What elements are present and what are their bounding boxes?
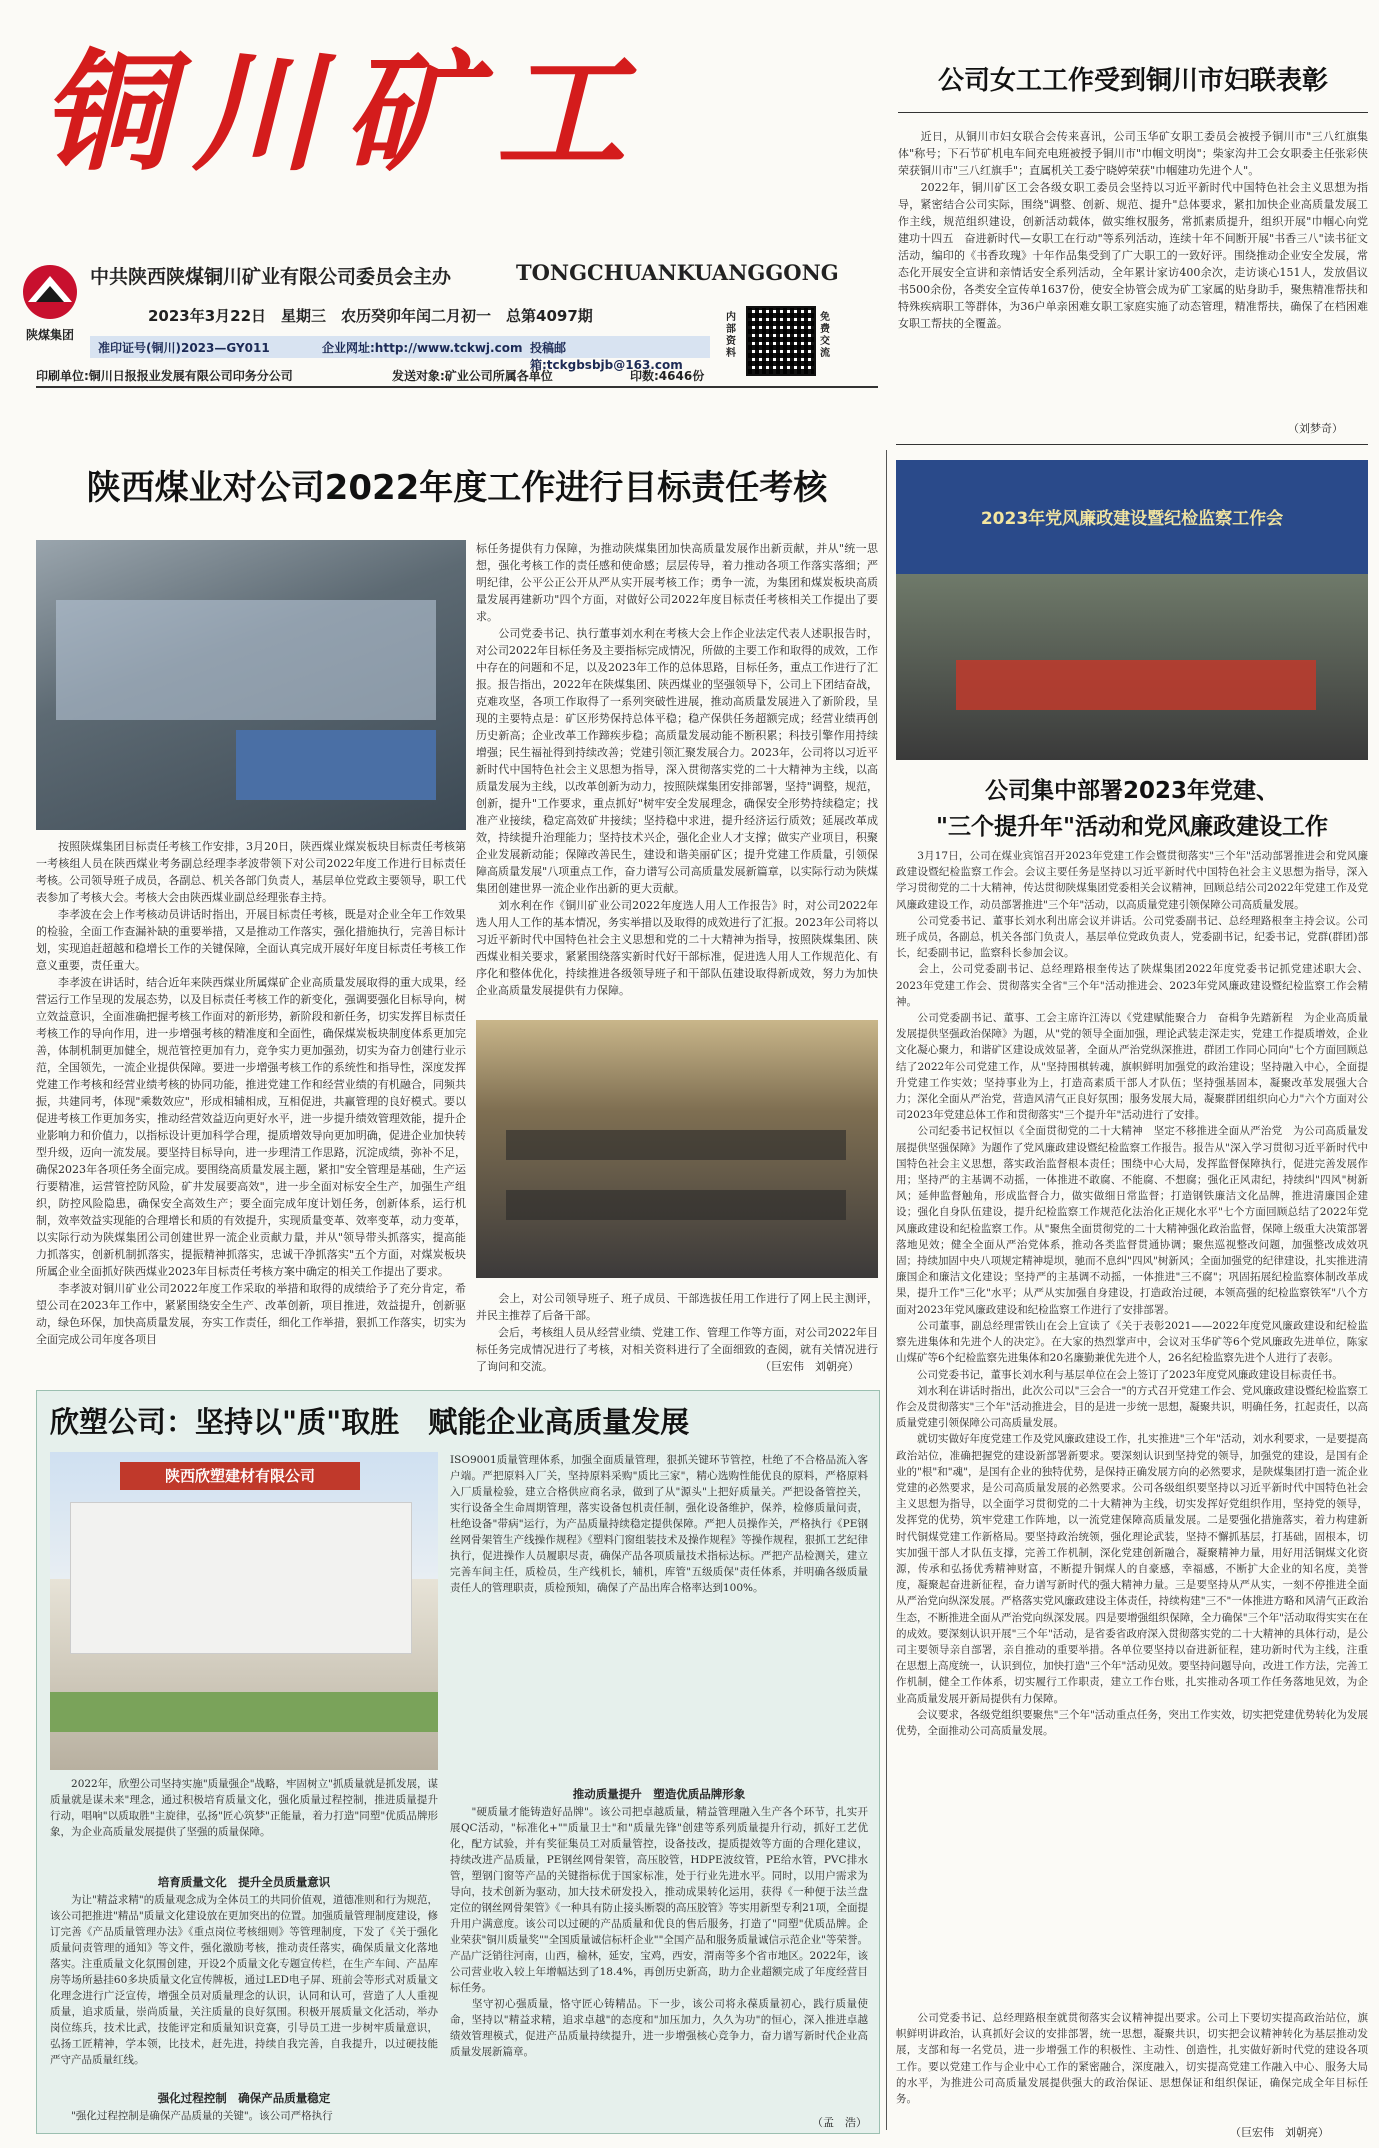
xinsu-col2-body: ISO9001质量管理体系，加强全面质量管理，狠抓关键环节管控，杜绝了不合格品流入客户端。严把原料入厂关，坚持原料采购"质比三家"，精心选购性能优良的原料，严格原料入厂质量检验，建立合格供应商名录，做到了从"源头"上把好质量关。严把设备管控关，实行设备全生命周期管理，落实设备包机责任制，强化设备维护，保养，检修质量问责，杜绝设备"带病"运行，为产品质量持续稳定提供保障。严把人员操作关，严格执行《PE钢丝网骨架管生产线操作规程》《塑料门窗组装技术及操作规程》等操作规程，狠抓工艺纪律执行，促进操作人员履职尽责，确保产品各项质量技术指标达标。严把产品检测关，建立完善车间主任，质检员，生产线机长，辅机，库管"五级质保"责任体系，并明确各级质量责任人的管理职责，质检预知，确保了产品出库合格率达到100%。 <box>450 1454 868 1594</box>
party-title-line-2: "三个提升年"活动和党风廉政建设工作 <box>936 814 1328 840</box>
printer-unit: 印刷单位:铜川日报报业发展有限公司印务分公司 <box>36 369 293 383</box>
submission-email[interactable]: 投稿邮箱:tckgbsbjb@163.com <box>530 341 683 372</box>
masthead-pinyin: TONGCHUANKUANGGONG <box>516 260 839 285</box>
women-article-body: 近日，从铜川市妇女联合会传来喜讯，公司玉华矿女职工委员会被授予铜川市"三八红旗集体"称号；下石节矿机电车间充电班被授予铜川市"巾帼文明岗"；柴家沟井工会女职委主任张彩侠荣获铜川市"三八红旗手"；直属机关工委宁晓婷荣获"巾帼建功先进个人"。 2022年，铜川矿区工会各级女职工委员会坚持以习近平新时代中国特色社会主义思想为指导，紧密结合公司实际，围绕"调整、创新、规范、提升"总体要求，紧扣加快企业高质量发展工作主线，规范组织建设，创新活动载体，做实维权服务，常抓素质提升，组织开展"巾帼心向党 建功十四五 奋进新时代—女职工在行动"等系列活动，连续十年不间断开展"书香三八"读书征文活动，编印的《书香玫瑰》十年作品集受到了广大职工的一致好评。围绕推动企业安全发展，常态化开展安全宣讲和亲情话安全系列活动，全年累计家访400余次，走访谈心151人，发放倡议书500余份，各类安全宣传单1637份，使安全协管会成为矿工家属的贴身助手，聚焦精准帮扶和特殊疾病职工等群体，为36户单亲困难女职工家庭实施了动态管理，精准帮扶，确保了在档困难女职工帮扶的全覆盖。 <box>898 130 1368 330</box>
sponsor-line: 中共陕西陕煤铜川矿业有限公司委员会主办 <box>90 266 452 288</box>
xinsu-heading-2: 强化过程控制 确保产品质量稳定 <box>157 2091 331 2105</box>
xinsu-col2-end: "硬质量才能铸造好品牌"。该公司把卓越质量，精益管理融入生产各个环节，扎实开展QC活动，"标准化+""质量卫士"和"质量先锋"创建等系列质量提升行动，抓好工艺优化，配方试验，并有奖征集员工对质量管控，设备技改，提质提效等方面的合理化建议，持续改进产品质量，PE钢丝网骨架管，高压胶管，HDPE波纹管，PE给水管，PVC排水管，塑钢门窗等产品的关键指标优于国家标准，处于行业先进水平。同时，以用户需求为导向，技术创新为驱动，加大技术研发投入，推动成果转化运用，获得《一种便于法兰盘定位的钢丝网骨架管》《一种具有防止接头断裂的高压胶管》等实用新型专利21项，全面提升用户满意度。该公司以过硬的产品质量和优良的售后服务，打造了"同塑"优质品牌。企业荣获"铜川质量奖""全国质量诚信标杆企业""全国产品和服务质量诚信示范企业"等荣誉。产品广泛销往河南，山西，榆林，延安，宝鸡，西安，渭南等多个省市地区。2022年，该公司营业收入较上年增幅达到了18.4%，再创历史新高，助力企业超额完成了年度经营目标任务。 坚守初心强质量，恪守匠心铸精品。下一步，该公司将永葆质量初心，践行质量使命，坚持以"精益求精，追求卓越"的态度和"加压加力，久久为功"的恒心，深入推进卓越绩效管理模式，促进产品质量持续提升，进一步增强核心竞争力，奋力谱写新时代企业高质量发展新篇章。 <box>450 1806 868 2058</box>
info-bar <box>90 336 710 372</box>
masthead-rule <box>36 386 878 388</box>
print-count: 印数:4646份 <box>630 369 705 383</box>
party-title-line-1: 公司集中部署2023年党建、 <box>984 778 1279 804</box>
internal-material-label: 内部资料 <box>726 312 736 359</box>
women-article-author: （刘梦奇） <box>1288 422 1343 435</box>
party-article-body: 3月17日，公司在煤业宾馆召开2023年党建工作会暨贯彻落实"三个年"活动部署推进会和党风廉政建设暨纪检监察工作会。会议主要任务是坚持以习近平新时代中国特色社会主义思想为指导，深入学习贯彻党的二十大精神，传达贯彻陕煤集团党委相关会议精神，回顾总结公司2022年党建工作及党风廉政建设工作，动员部署推进"三个年"活动，以高质量党建引领保障公司高质量发展。 公司党委书记、董事长刘水利出席会议并讲话。公司党委副书记、总经理路根奎主持会议。公司班子成员，各副总，机关各部门负责人，基层单位党政负责人，党委副书记，纪委书记，党群(群团)部长，纪委副书记，监察科长参加会议。 会上，公司党委副书记、总经理路根奎传达了陕煤集团2022年度党委书记抓党建述职大会、2023年党建工作会、贯彻落实全省"三个年"活动推进会、2023年党风廉政建设暨纪检监察工作会精神。 公司党委副书记、董事、工会主席许江涛以《党建赋能聚合力 奋楫争先踏新程 为企业高质量发展提供坚强政治保障》为题，从"党的领导全面加强，理论武装走深走实，党建工作提质增效，企业文化凝心聚力，和谐矿区建设成效显著，全面从严治党纵深推进，群团工作同心同向"七个方面回顾总结了2022年公司党建工作，从"坚持围棋转魂，旗帜鲜明加强党的政治建设；坚持融入中心，全面提升党建工作实效；坚持事业为上，打造高素质干部人才队伍；坚持强基固本，凝聚改革发展强大合力；深化全面从严治党，营造风清气正良好氛围；服务发展大局，凝聚群团组织向心力"六个方面对公司2023年党建总体工作和贯彻落实"三个提升年"活动进行了安排。 公司纪委书记权恒以《全面贯彻党的二十大精神 坚定不移推进全面从严治党 为公司高质量发展提供坚强保障》为题作了党风廉政建设暨纪检监察工作报告。报告从"深入学习贯彻习近平新时代中国特色社会主义思想，落实政治监督根本责任；围绕中心大局，发挥监督保障执行，促进完善发展作用；坚持严的主基调不动摇，一体推进不敢腐、不能腐、不想腐；强化正风肃纪，持续纠"四风"树新风；延伸监督触角，形成监督合力，做实做细日常监督；打造钢铁廉洁文化品牌，推进清廉国企建设；强化自身队伍建设，提升纪检监察工作规范化法治化正规化水平"七个方面回顾总结了2022年党风廉政建设和纪检监察工作。从"聚焦全面贯彻党的二十大精神强化政治监督，保障上级重大决策部署落地见效；健全全面从严治党体系，推动各类监督贯通协调；聚焦巡视整改问题，加强整改成效巩固；持续加固中央八项规定精神堤坝，驰而不息纠"四风"树新风；全面加强党的纪律建设，扎实推进清廉国企和廉洁文化建设；坚持严的主基调不动摇，一体推进"三不腐"；巩固拓展纪检监察体制改革成果，提升工作"三化"水平；从严从实加强自身建设，打造政治过硬，本领高强的纪检监察铁军"八个方面对2023年党风廉政建设和纪检监察工作进行了安排部署。 公司董事，副总经理雷铁山在会上宣读了《关于表彰2021——2022年度党风廉政建设和纪检监察先进集体和先进个人的决定》。在大家的热烈掌声中，会议对玉华矿等6个党风廉政先进单位，陈家山煤矿等6个纪检监察先进集体和20名廉勤兼优先进个人，26名纪检监察先进个人进行了表彰。 公司党委书记，董事长刘水利与基层单位在会上签订了2023年度党风廉政建设目标责任书。 刘水利在讲话时指出，此次公司以"三会合一"的方式召开党建工作会、党风廉政建设暨纪检监察工作会及贯彻落实"三个年"活动推进会，目的是进一步统一思想，凝聚共识，明确任务，扛起责任，以高质量党建引领保障公司高质量发展。 就切实做好年度党建工作及党风廉政建设工作，扎实推进"三个年"活动，刘水利要求，一是要提高政治站位，准确把握党的建设新部署新要求。要深刻认识到坚持党的领导，加强党的建设，是国有企业的"根"和"魂"，是国有企业的独特优势，是保持正确发展方向的必然要求，是陕煤集团打造一流企业党建的必然要求，是公司高质量发展的必然要求。公司各级组织要坚持以习近平新时代中国特色社会主义思想为指导，以全面学习贯彻党的二十大精神为主线，切实发挥好党组织作用，坚持党的领导，发挥党的优势，筑牢党建工作阵地，以一流党建保障高质量发展。二是要强化措施落实，着力构建新时代铜煤党建工作新格局。要坚持政治统领，强化理论武装，坚持不懈抓基层，打基础，固根本，切实加强干部人才队伍支撑，完善工作机制，深化党建创新融合，凝聚精神力量，用好用活铜煤文化资源，传承和弘扬优秀精神财富，不断提升铜煤人的自豪感，幸福感，不断扩大企业的知名度，美誉度，凝聚起奋进新征程，奋力谱写新时代的强大精神力量。三是要坚持从严从实，一刻不停推进全面从严治党向纵深发展。严格落实党风廉政建设主体责任，持续构建"三不"一体推进方略和风清气正政治生态，不断推进全面从严治党向纵深发展。四是要增强组织保障，全力确保"三个年"活动取得实实在在的成效。要深刻认识开展"三个年"活动，是省委省政府深入贯彻落实党的二十大精神的具体行动，是公司主要领导亲自部署，亲自推动的重要举措。各单位要坚持以奋进新征程，建功新时代为主线，注重在思想上高度统一，认识到位，加快打造"三个年"活动见效。要坚持问题导向，改进工作方法，完善工作机制，健全工作体系，切实履行工作职责，建立工作台账，扎实推动各项工作任务落地见效，为企业高质量发展开新局提供有力保障。 会议要求，各级党组织要聚焦"三个年"活动重点任务，突出工作实效，切实把党建优势转化为发展优势，全面推动公司高质量发展。 <box>896 850 1368 1737</box>
xinsu-article-photo <box>50 1452 438 1770</box>
party-article-author: （巨宏伟 刘朝亮） <box>1230 2126 1329 2139</box>
main-article-col2-end: 会上，对公司领导班子、班子成员、干部选拔任用工作进行了网上民主测评，并民主推荐了后备干部。 会后，考核组人员从经营业绩、党建工作、管理工作等方面，对公司2022年目标任务完成情况进行了考核，对相关资料进行了全面细致的查阅，就有关情况进行了询问和交流。 <box>476 1292 878 1373</box>
xinsu-article-author: （孟 浩） <box>812 2116 867 2129</box>
xinsu-article-title: 欣塑公司：坚持以"质"取胜 赋能企业高质量发展 <box>50 1405 690 1439</box>
free-exchange-label: 免费交流 <box>820 312 830 359</box>
women-title-rule <box>898 112 1368 113</box>
group-logo-text: 陕煤集团 <box>25 328 74 342</box>
date-issue-line: 2023年3月22日 星期三 农历癸卯年闰二月初一 总第4097期 <box>148 307 593 325</box>
distribution-target: 发送对象:矿业公司所属各单位 <box>392 369 553 383</box>
column-divider <box>886 450 887 2130</box>
xinsu-col1-intro: 2022年，欣塑公司坚持实施"质量强企"战略，牢固树立"抓质量就是抓发展，谋质量就是谋未来"理念，通过积极培育质量文化，强化质量过程控制，推进质量提升行动，唱响"以质取胜"主旋律，弘扬"匠心筑梦"正能量，着力打造"同塑"优质品牌形象，为企业高质量发展提供了坚强的质量保障。 <box>50 1778 438 1838</box>
photo-banner-text: 2023年党风廉政建设暨纪检监察工作会 <box>980 509 1284 529</box>
permit-number: 准印证号(铜川)2023—GY011 <box>98 341 270 355</box>
party-article-body-2: 公司党委书记、总经理路根奎就贯彻落实会议精神提出要求。公司上下要切实提高政治站位，旗帜鲜明讲政治，认真抓好会议的安排部署，统一思想，凝聚共识，切实把会议精神转化为基层推动发展，支部和每一名党员，进一步增强工作的积极性、主动性、创造性，扎实做好新时代党的建设各项工作。要以党建工作与企业中心工作的紧密融合，深度融入，切实提高党建工作融入中心、服务大局的水平，为推进公司高质量发展提供强大的政治保证、思想保证和组织保证，确保完成全年目标任务。 <box>896 2012 1368 2106</box>
main-article-col1: 按照陕煤集团目标责任考核工作安排，3月20日，陕西煤业煤炭板块目标责任考核第一考核组人员在陕西煤业考务副总经理李孝波带领下对公司2022年度工作进行目标责任考核。公司领导班子成员，各副总、机关各部门负责人，基层单位党政主要领导，职工代表参加了考核大会。考核大会由陕西煤业副总经理张春主持。 李孝波在会上作考核动员讲话时指出，开展目标责任考核，既是对企业全年工作效果的检验，全面工作查漏补缺的重要举措，又是推动工作落实，强化措施执行，完善目标计划，实现追赶超越和稳增长工作的关键保障，全面认真完成开展好年度目标责任考核工作意义重要，责任重大。 李孝波在讲话时，结合近年来陕西煤业所属煤矿企业高质量发展取得的重大成果，经营运行工作呈现的发展态势，以及目标责任考核工作的新变化，强调要强化目标导向，树立效益意识，全面准确把握考核工作面对的新形势，新阶段和新任务，切实发挥目标责任考核工作的导向作用，进一步增强考核的精准度和全面性，确保煤炭板块制度体系更加完善，体制机制更加健全，规范管控更加有力，竞争实力更加强劲，切实为奋力创建行业示范，全国领先，一流企业提供保障。要进一步增强考核工作的系统性和指导性，深度发挥党建工作考核和经营业绩考核的协同功能，推进党建工作和经营业绩的有机融合，同频共振，共建同考，体现"乘数效应"，形成相辅相成，互相促进，共赢管理的良好模式。要以促进考核工作更加务实，推动经营效益迈向更好水平，进一步提升绩效管理效能，提升企业影响力和价值力，以指标设计更加科学合理，提质增效导向更加明确，促进企业加快转型升级，迈向一流发展。要坚持目标导向，进一步理清工作思路，沉淀成绩，弥补不足，确保2023年各项任务全面完成。要围绕高质量发展主题，紧扣"安全管理是基础，生产运行要精准，运营管控防风险，矿井发展要高效"，进一步全面对标安全生产，加强生产组织，防控风险隐患，确保安全高效生产；要全面完成年度计划任务，创新体系，运行机制，效率效益实现能的合理增长和质的有效提升，实现质量变革、效率变革，动力变革，以实际行动为陕煤集团公司创建世界一流企业贡献力量，并从"领导带头抓落实，提高能力抓落实，创新机制抓落实，提振精神抓落实，忠诚干净抓落实"五个方面，对煤炭板块所属企业全面抓好陕西煤业2023年目标责任考核方案中确定的相关工作提出了要求。 李孝波对铜川矿业公司2022年度工作采取的举措和取得的成绩给予了充分肯定，希望公司在2023年工作中，紧紧围绕安全生产、改革创新，项目推进，效益提升，创新驱动，绿色环保，加快高质量发展，夯实工作责任，细化工作举措，狠抓工作落实，切实为全面完成公司年度各项目 <box>36 840 466 1346</box>
main-article-author: （巨宏伟 刘朝亮） <box>760 1360 859 1373</box>
shaanxi-coal-logo-icon <box>18 262 82 322</box>
website-link[interactable]: 企业网址:http://www.tckwj.com <box>322 341 523 355</box>
main-article-photo-1 <box>36 540 466 830</box>
main-article-col2: 标任务提供有力保障，为推动陕煤集团加快高质量发展作出新贡献，并从"统一思想，强化考核工作的责任感和使命感；层层传导，着力推动各项工作落实落细；严明纪律，公平公正公开从严从实开展考核工作；勇争一流，为集团和煤炭板块高质量发展再建新功"四个方面，对做好公司2022年度目标责任考核相关工作提出了要求。 公司党委书记、执行董事刘水利在考核大会上作企业法定代表人述职报告时，对公司2022年目标任务及主要指标完成情况，所做的主要工作和取得的成效，工作中存在的问题和不足，以及2023年工作的总体思路，目标任务，重点工作进行了汇报。报告指出，2022年在陕煤集团、陕西煤业的坚强领导下，公司上下团结奋战，克难攻坚，各项工作取得了一系列突破性进展，推动高质量发展进入了新阶段，呈现的主要特点是：矿区形势保持总体平稳；稳产保供任务超额完成；经营业绩再创历史新高；企业改革工作蹄疾步稳；高质量发展动能不断积累；科技引擎作用持续增强；民生福祉得到持续改善；党建引领汇聚发展合力。2023年，公司将以习近平新时代中国特色社会主义思想为指导，深入贯彻落实党的二十大精神为主线，以高质量发展为主线，以改革创新为动力，按照陕煤集团安排部署，坚持"调整，规范，创新，提升"工作要求，重点抓好"树牢安全发展理念，确保安全形势持续稳定；找准产业接续，稳定高效矿井接续；坚持稳中求进，提升经济运行质效；延展改革成效，持续提升治理能力；坚持技术兴企，强化企业人才支撑；做实产业项目，积聚企业发展新动能；保障改善民生，建设和谐美丽矿区；提升党建工作质量，引领保障高质量发展"八项重点工作，奋力谱写公司高质量发展新篇章，以实际行动为陕煤集团创建世界一流企业作出新的更大贡献。 刘水利在作《铜川矿业公司2022年度选人用人工作报告》时，对公司2022年选人用人工作的基本情况，务实举措以及取得的成效进行了汇报。2023年公司将以习近平新时代中国特色社会主义思想和党的二十大精神为指导，按照陕煤集团、陕西煤业相关要求，紧紧围绕落实新时代好干部标准，促进选人用人工作规范化、有序化和整体优化，持续推进各级领导班子和干部队伍建设取得新成效，努力为加快企业高质量发展提供有力保障。 <box>476 542 878 997</box>
main-article-title: 陕西煤业对公司2022年度工作进行目标责任考核 <box>86 468 828 508</box>
xinsu-company-sign: 陕西欣塑建材有限公司 <box>120 1462 360 1490</box>
group-logo <box>18 262 82 342</box>
women-article-rule <box>896 444 1368 445</box>
masthead-title: 铜川矿工 <box>40 36 649 189</box>
xinsu-col1-body: 为让"精益求精"的质量观念成为全体员工的共同价值观，道德准则和行为规范，该公司把推进"精品"质量文化建设放在更加突出的位置。加强质量管理制度建设，修订完善《产品质量管理办法》《重点岗位考核细则》等管理制度，下发了《关于强化质量问责管理的通知》等文件，强化激励考核，推动责任落实，确保质量文化落地落实。注重质量文化氛围创建，开设2个质量文化专题宣传栏，在生产车间、产品库房等场所悬挂60多块质量文化宣传牌板，通过LED电子屏、班前会等形式对质量文化理念进行广泛宣传，增强全员对质量理念的认识，认同和认可，营造了人人重视质量，追求质量，崇尚质量，关注质量的良好氛围。积极开展质量文化活动，举办岗位练兵，技术比武，技能评定和质量知识竞赛，引导员工进一步树牢质量意识，弘扬工匠精神，学本领，比技术，赶先进，持续自我完善，自我提升，以过硬技能严守产品质量红线。 <box>50 1894 438 2066</box>
main-article-photo-2 <box>476 1020 878 1278</box>
women-article-title: 公司女工工作受到铜川市妇联表彰 <box>937 66 1328 96</box>
party-article-photo <box>896 460 1368 760</box>
xinsu-col1-end: "强化过程控制是确保产品质量的关键"。该公司严格执行 <box>50 2110 333 2122</box>
qr-code <box>746 306 816 376</box>
xinsu-heading-1: 培育质量文化 提升全员质量意识 <box>157 1875 331 1889</box>
xinsu-heading-3: 推动质量提升 塑造优质品牌形象 <box>572 1787 746 1801</box>
